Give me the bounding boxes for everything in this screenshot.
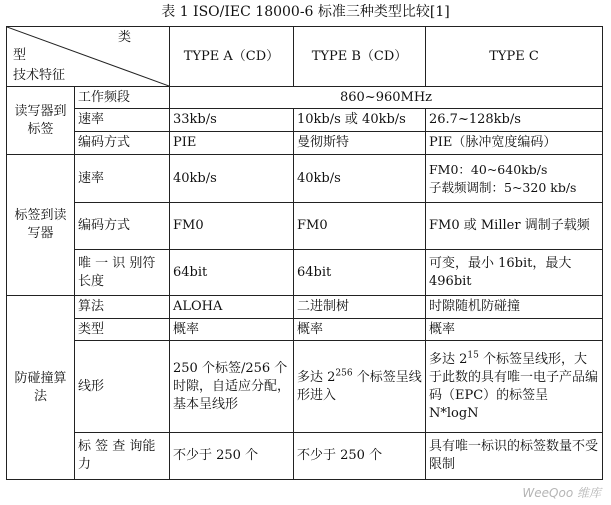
- comparison-table: [6, 26, 603, 480]
- cell-a: FM0: [170, 203, 294, 250]
- cell-c: PIE（脉冲宽度编码）: [426, 132, 603, 155]
- group-tag-to-reader: 标签到读写器: [7, 155, 75, 296]
- cell-b: 曼彻斯特: [294, 132, 426, 155]
- cell-a: 不少于 250 个: [170, 433, 294, 480]
- header-type-a: TYPE A（CD）: [170, 27, 294, 87]
- cell-a: 概率: [170, 319, 294, 341]
- cell-c-line-2: 子载频调制：5~320 kb/s: [429, 179, 577, 195]
- table-row: [7, 250, 603, 296]
- header-row: [7, 27, 603, 87]
- cell-a: 250 个标签/256 个时隙，自适应分配，基本呈线形: [170, 341, 294, 433]
- row-label-uid-length: 唯 一 识 别符长度: [75, 250, 170, 296]
- cell-a: ALOHA: [170, 296, 294, 319]
- cell-b: 二进制树: [294, 296, 426, 319]
- header-type-c: TYPE C: [426, 27, 603, 87]
- table-caption: 表 1 ISO/IEC 18000-6 标准三种类型比较[1]: [161, 4, 450, 20]
- cell-c: 具有唯一标识的标签数量不受限制: [426, 433, 603, 480]
- row-label-frequency: 工作频段: [75, 87, 170, 109]
- cell-c-text-2: 个标签呈线形，大于此数的具有唯一电子产品编码（EPC）的标签呈 N*logN: [429, 351, 599, 421]
- header-type-b: TYPE B（CD）: [294, 27, 426, 87]
- cell-a: 40kb/s: [170, 155, 294, 203]
- cell-c-text: 多达 2: [429, 351, 468, 367]
- table-row: [7, 433, 603, 480]
- row-label-encoding: 编码方式: [75, 203, 170, 250]
- cell-c: 可变，最小 16bit，最大 496bit: [426, 250, 603, 296]
- row-label-linear: 线形: [75, 341, 170, 433]
- cell-frequency: 860~960MHz: [170, 87, 603, 109]
- cell-b: 10kb/s 或 40kb/s: [294, 109, 426, 132]
- cell-c-line-1: FM0：40~640kb/s: [429, 161, 548, 177]
- cell-c: 时隙随机防碰撞: [426, 296, 603, 319]
- cell-b: [294, 341, 426, 433]
- table-row: [7, 296, 603, 319]
- table-row: [7, 203, 603, 250]
- row-label-query: 标 签 查 询能力: [75, 433, 170, 480]
- row-label-encoding: 编码方式: [75, 132, 170, 155]
- diagonal-header-cell: [7, 27, 170, 87]
- cell-a: 33kb/s: [170, 109, 294, 132]
- row-label-type: 类型: [75, 319, 170, 341]
- cell-b: 40kb/s: [294, 155, 426, 203]
- table-row: [7, 155, 603, 203]
- cell-b-text: 多达 2: [297, 369, 336, 385]
- watermark: WeeQoo 维库: [522, 486, 601, 500]
- header-feature-label: 技术特征: [13, 68, 66, 83]
- cell-b: FM0: [294, 203, 426, 250]
- cell-b: 概率: [294, 319, 426, 341]
- cell-c: 概率: [426, 319, 603, 341]
- table-row: [7, 132, 603, 155]
- cell-a: PIE: [170, 132, 294, 155]
- group-anticollision: 防碰撞算法: [7, 296, 75, 480]
- group-reader-to-tag: 读写器到标签: [7, 87, 75, 155]
- cell-c: [426, 341, 603, 433]
- header-type-label-2: 型: [13, 48, 27, 63]
- table-row: [7, 319, 603, 341]
- cell-b-exponent: 256: [335, 368, 353, 379]
- table-row: [7, 109, 603, 132]
- table-row: [7, 341, 603, 433]
- cell-c-exponent: 15: [467, 350, 479, 361]
- cell-c: 26.7~128kb/s: [426, 109, 603, 132]
- cell-c: [426, 155, 603, 203]
- cell-b: 64bit: [294, 250, 426, 296]
- row-label-algorithm: 算法: [75, 296, 170, 319]
- row-label-rate: 速率: [75, 155, 170, 203]
- table-row: [7, 87, 603, 109]
- header-type-label: 类: [117, 30, 131, 45]
- cell-b: 不少于 250 个: [294, 433, 426, 480]
- cell-c: FM0 或 Miller 调制子载频: [426, 203, 603, 250]
- cell-b-text-2: 个标签呈线形进入: [297, 369, 422, 403]
- cell-a: 64bit: [170, 250, 294, 296]
- row-label-rate: 速率: [75, 109, 170, 132]
